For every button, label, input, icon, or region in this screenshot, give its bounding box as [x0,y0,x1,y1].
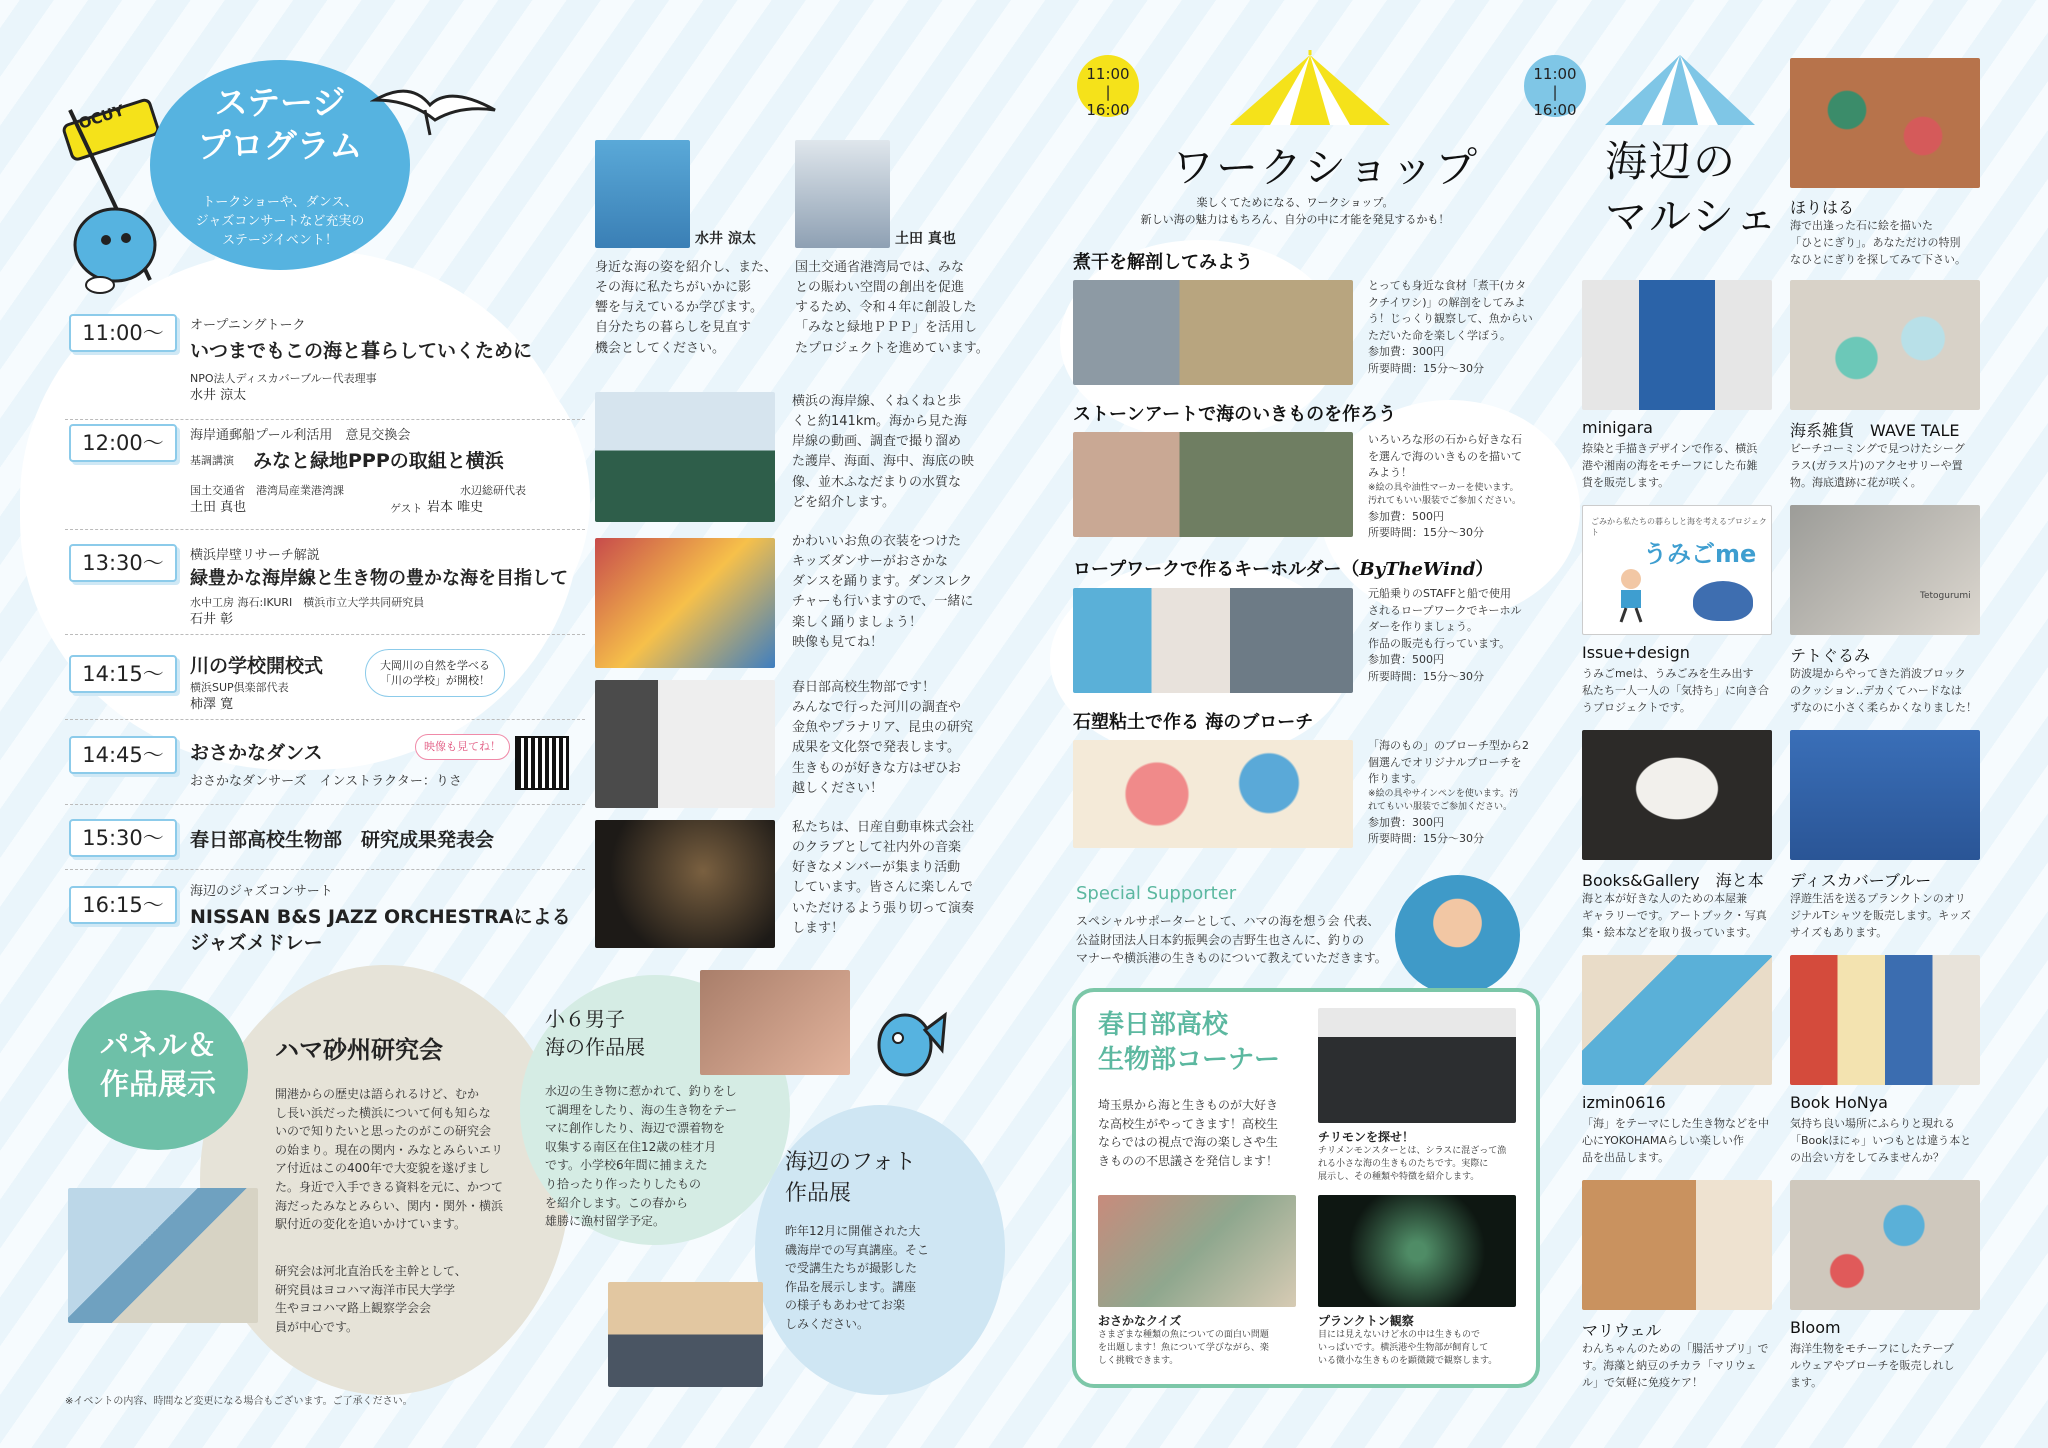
kasukabe-photo [1318,1008,1516,1123]
boy-title: 小６男子 海の作品展 [545,1007,645,1059]
footnote: ※イベントの内容、時間など変更になる場合もございます。ご了承ください。 [65,1396,413,1407]
tent-icon [1225,50,1395,130]
supporter-label: Special Supporter [1076,883,1237,904]
stage-title: ステージ プログラム [197,83,363,165]
map-image [68,1188,258,1323]
row-title: NISSAN B&S JAZZ ORCHESTRAによる [190,906,571,928]
photo-exhibit-image [608,1282,763,1387]
time-badge: 11:00〜 [69,314,177,352]
hama-text: 研究会は河北直治氏を主幹として、 研究員はヨコハマ海洋市民大学学 生やヨコハマ路上観察学会会 員が中心です。 [275,1264,467,1334]
kasukabe-text: 埼玉県から海と生きものが大好き な高校生がやってきます！高校生 ならではの視点で海の楽しさや生 きものの不思議さを発信します！ [1098,1098,1279,1168]
speaker-text: 国土交通省港湾局では、みな との賑わい空間の創出を促進 するため、令和４年に創設した 「みなと緑地ＰＰＰ」を活用し たプロジェクトを進めています。 [795,260,989,356]
kasukabe-photo [1098,1195,1296,1307]
callout-bubble: 映像も見てね！ [415,734,510,760]
boy-photo [700,970,850,1075]
vendor-photo [1790,280,1980,410]
photo-title: 海辺のフォト 作品展 [785,1150,916,1206]
row-title: いつまでもこの海と暮らしていくために [190,340,533,362]
row-guest-label: ゲスト [390,502,423,515]
workshop-item-title: 石塑粘土で作る 海のブローチ [1073,712,1314,733]
row-title: みなと緑地PPPの取組と横浜 [253,450,504,472]
workshop-time-badge: 11:00 | 16:00 [1077,55,1139,117]
row-title: 川の学校開校式 [190,655,324,677]
vendor-name: テトぐるみ [1790,646,1871,665]
time-badge: 12:00〜 [69,424,177,462]
schedule-row [65,720,585,805]
vendor-name: Bloom [1790,1318,1841,1337]
vendor-photo [1790,58,1980,188]
row-speaker: 柿澤 寛 [190,697,234,712]
row-label: 海岸通郵船プール利活用 意見交換会 [190,428,411,443]
vendor-name: ディスカバーブルー [1790,871,1932,890]
time-badge: 13:30〜 [69,544,177,582]
speaker-photo [795,140,890,248]
kasukabe-item-text: チリメンモンスターとは、シラスに混ざって漁 れる小さな海の生きものたちです。実際に 展示し、その種類や特徴を紹介します。 [1318,1146,1507,1183]
vendor-photo [1582,730,1772,860]
row-label: 横浜岸壁リサーチ解説 [190,548,320,563]
workshop-item-text: 元船乗りのSTAFFと船で使用 されるロープワークでキーホル ダーを作りましょう。 作品の販売も行っています。 参加費：500円 所要時間：15分〜30分 [1368,587,1522,683]
hama-text: 開港からの歴史は語られるけど、むか し長い浜だった横浜について何も知らな いので知りたいと思ったのがこの研究会 の始まり。現在の関内・みなとみらいエリ ア付近はこの400年で大変貌を遂げまし た。身近で入手できる資料を元に、かつて 海だったみなとみらい、関内・関外・横浜 駅付近の変化を追いかけています。 [275,1087,504,1232]
whale-illustration-icon [1693,581,1753,621]
vendor-text: 「海」をテーマにした生き物などを中 心にYOKOHAMAらしい楽しい作 品を出品します。 [1582,1117,1769,1165]
detail-photo [595,392,775,522]
vendor-name: 海系雑貨 WAVE TALE [1790,421,1960,440]
panel-header-circle: パネル＆ 作品展示 [68,990,248,1150]
row-title-2: ジャズメドレー [190,932,323,954]
schedule-row [65,420,585,530]
speaker-name: 土田 真也 [895,231,956,247]
row-affiliation: おさかなダンサーズ インストラクター：りさ [190,774,462,789]
row-guest: 岩本 唯史 [427,500,484,515]
vendor-photo [1790,730,1980,860]
row-affiliation: 水中工房 海石:IKURI 横浜市立大学共同研究員 [190,596,425,609]
speaker-photo [595,140,690,248]
workshop-item-title: ストーンアートで海のいきものを作ろう [1073,404,1397,425]
speaker-name: 水井 涼太 [695,231,756,247]
workshop-subtitle: 楽しくてためになる、ワークショップ。 新しい海の魅力はもちろん、自分の中に才能を発見するかも！ [1140,196,1450,226]
kasukabe-item-text: さまざまな種類の魚についての面白い問題 を出題します！魚について学びながら、楽 しく挑戦できます。 [1098,1330,1269,1367]
workshop-photo [1073,432,1353,537]
detail-photo [595,538,775,668]
umigome-logo: うみごme [1643,540,1757,568]
row-affiliation: 国土交通省 港湾局産業港湾課 [190,484,344,497]
child-illustration-icon [1601,564,1661,624]
kasukabe-item-title: チリモンを探せ！ [1318,1130,1415,1144]
vendor-photo [1790,505,1980,635]
row-speaker: 石井 彰 [190,612,234,627]
schedule-row [65,805,585,870]
workshop-item-title: 煮干を解剖してみよう [1073,252,1253,273]
vendor-text: 浮遊生活を送るプランクトンのオリ ジナルTシャツを販売します。キッズ サイズもあります。 [1790,892,1971,940]
row-affiliation: 横浜SUP倶楽部代表 [190,681,289,694]
flag-text: OCUY [76,101,127,133]
marche-time-badge: 11:00 | 16:00 [1524,55,1586,117]
vendor-text: 海と本が好きな人のための本屋兼 ギャラリーです。アートブック・写真 集・絵本などを取り扱っています。 [1582,892,1767,940]
vendor-photo [1790,1180,1980,1310]
workshop-photo [1073,740,1353,848]
fish-icon [870,990,950,1090]
vendor-name: Book HoNya [1790,1093,1888,1112]
boy-text: 水辺の生き物に惹かれて、釣りをし て調理をしたり、海の生き物をテー マに創作したり、海辺で漂着物を 収集する南区在住12歳の桂才月 です。小学校6年間に捕まえた り拾ったり作ったりしたもの を紹介します。この春から 雄勝に漁村留学予定。 [545,1084,738,1229]
row-speaker: 土田 真也 [190,500,247,515]
detail-photo [595,680,775,808]
schedule-row [65,635,585,720]
vendor-name: Books&Gallery 海と本 [1582,871,1764,890]
vendor-name: マリウェル [1582,1321,1662,1340]
row-label: オープニングトーク [190,318,306,333]
row-affiliation: NPO法人ディスカバーブルー代表理事 [190,372,377,385]
tent-icon [1600,50,1760,130]
time-badge: 16:15〜 [69,886,177,924]
detail-photo [595,820,775,948]
row-title: 春日部高校生物部 研究成果発表会 [190,829,495,851]
detail-text: 私たちは、日産自動車株式会社 のクラブとして社内外の音楽 好きなメンバーが集まり活動 しています。皆さんに楽しんで いただけるよう張り切って演奏 します！ [792,820,975,936]
supporter-text: スペシャルサポーターとして、ハマの海を想う会 代表、 公益財団法人日本釣振興会の吉野生也さんに、釣りの マナーや横浜港の生きものについて教えていただきます。 [1076,914,1387,966]
stage-subtitle: トークショーや、ダンス、 ジャズコンサートなど充実の ステージイベント！ [195,195,365,248]
vendor-name: Issue+design [1582,643,1690,662]
vendor-photo [1582,955,1772,1085]
workshop-item-text: いろいろな形の石から好きな石 を選んで海のいきものを描いて みよう！ ※絵の具や油性マーカーを使います。 汚れてもいい服装でご参加ください。 参加費：500円 所要時間：15分〜30分 [1368,433,1522,539]
hama-title: ハマ砂州研究会 [275,1036,443,1064]
vendor-text: 気持ち良い場所にふらりと現れる 「Bookほにゃ」いつもとは違う本と の出会い方をしてみませんか？ [1790,1117,1972,1165]
workshop-item-text: とっても身近な食材「煮干(カタ クチイワシ)」の解剖をしてみよ う！じっくり観察して、魚からい ただいた命を楽しく学ぼう。 参加費：300円 所要時間：15分〜30分 [1368,279,1533,375]
tetogurumi-logo: Tetogurumi [1920,591,1971,601]
supporter-photo [1395,875,1520,995]
row-label: 海辺のジャズコンサート [190,884,333,899]
speaker-text: 身近な海の姿を紹介し、また、 その海に私たちがいかに影 響を与えているか学びます。 自分たちの暮らしを見直す 機会としてください。 [595,260,778,356]
logo-subtext: ごみから私たちの暮らしと海を考えるプロジェクト [1591,517,1767,537]
row-title: 緑豊かな海岸線と生き物の豊かな海を目指して [190,568,568,589]
kasukabe-item-title: おさかなクイズ [1098,1314,1182,1328]
vendor-text: わんちゃんのための「腸活サプリ」で す。海藻と納豆のチカラ「マリウェ ル」で気軽に免疫ケア！ [1582,1342,1769,1390]
schedule-row [65,530,585,635]
detail-text: かわいいお魚の衣装をつけた キッズダンサーがおさかな ダンスを踊ります。ダンスレク チャーも行いますので、一緒に 楽しく踊りましょう！ 映像も見てね！ [792,534,974,650]
workshop-photo [1073,588,1353,693]
workshop-item-text: 「海のもの」のブローチ型から2 個選んでオリジナルブローチを 作ります。 ※絵の具やサインペンを使います。汚 れてもいい服装でご参加ください。 参加費：300円 所要時間：15分〜30分 [1368,739,1529,845]
workshop-item-title: ロープワークで作るキーホルダー（ByTheWind） [1073,559,1494,580]
vendor-text: 捺染と手描きデザインで作る、横浜 港や湘南の海をモチーフにした布雑 貨を販売します。 [1582,442,1758,490]
vendor-name: ほりはる [1790,198,1855,217]
vendor-text: うみごmeは、うみごみを生み出す 私たち一人一人の「気持ち」に向き合 うプロジェクトです。 [1582,667,1769,715]
vendor-text: 海洋生物をモチーフにしたテーブ ルウェアやブローチを販売しれし ます。 [1790,1342,1955,1390]
schedule-row [65,870,585,960]
vendor-name: minigara [1582,418,1653,437]
time-badge: 14:15〜 [69,655,177,693]
workshop-title: ワークショップ [1172,143,1480,192]
vendor-photo [1582,1180,1772,1310]
detail-text: 横浜の海岸線、くねくねと歩 くと約141km。海から見た海 岸線の動画、調査で撮り溜め た護岸、海面、海中、海底の映 像、並木ふなだまりの水質な どを紹介します。 [792,394,975,510]
schedule-row [65,310,585,420]
marche-title: 海辺の マルシェ [1605,137,1780,241]
qr-code-icon[interactable] [517,738,567,788]
vendor-photo [1582,505,1772,635]
detail-text: 春日部高校生物部です！ みんなで行った河川の調査や 金魚やプラナリア、昆虫の研究 成果を文化祭で発表します。 生きものが好きな方はぜひお 越しください！ [792,680,973,796]
kasukabe-photo [1318,1195,1516,1307]
workshop-photo [1073,280,1353,385]
vendor-text: 防波堤からやってきた消波ブロック のクッション‥デカくてハードなは ずなのに小さく柔らかくなりました！ [1790,667,1977,715]
vendor-name: izmin0616 [1582,1093,1666,1112]
vendor-text: ビーチコーミングで見つけたシーグ ラス(ガラス片)のアクセサリーや置 物。海底遺跡に花が咲く。 [1790,442,1965,490]
row-affiliation-guest: 水辺総研代表 [460,484,526,497]
time-badge: 15:30〜 [69,819,177,857]
row-speaker: 水井 涼太 [190,388,247,403]
row-title: おさかなダンス [190,742,323,764]
seagull-icon [370,80,500,140]
kasukabe-item-title: プランクトン観察 [1318,1314,1414,1328]
vendor-text: 海で出逢った石に絵を描いた 「ひとにぎり」。あなただけの特別 なひとにぎりを探してみて下さい。 [1790,219,1966,267]
time-badge: 14:45〜 [69,736,177,774]
callout-bubble: 大岡川の自然を学べる 「川の学校」が開校！ [365,649,505,697]
row-prefix: 基調講演 [190,454,234,467]
kasukabe-item-text: 目には見えないけど水の中は生きもので いっぱいです。横浜港や生物部が飼育して いる微小な生きものを顕微鏡で観察します。 [1318,1330,1498,1367]
vendor-photo [1790,955,1980,1085]
vendor-photo [1582,280,1772,410]
kasukabe-title: 春日部高校 生物部コーナー [1098,1010,1281,1076]
photo-text: 昨年12月に開催された大 磯海岸での写真講座。そこ で受講生たちが撮影した 作品を展示します。講座 の様子もあわせてお楽 しみください。 [785,1224,930,1331]
